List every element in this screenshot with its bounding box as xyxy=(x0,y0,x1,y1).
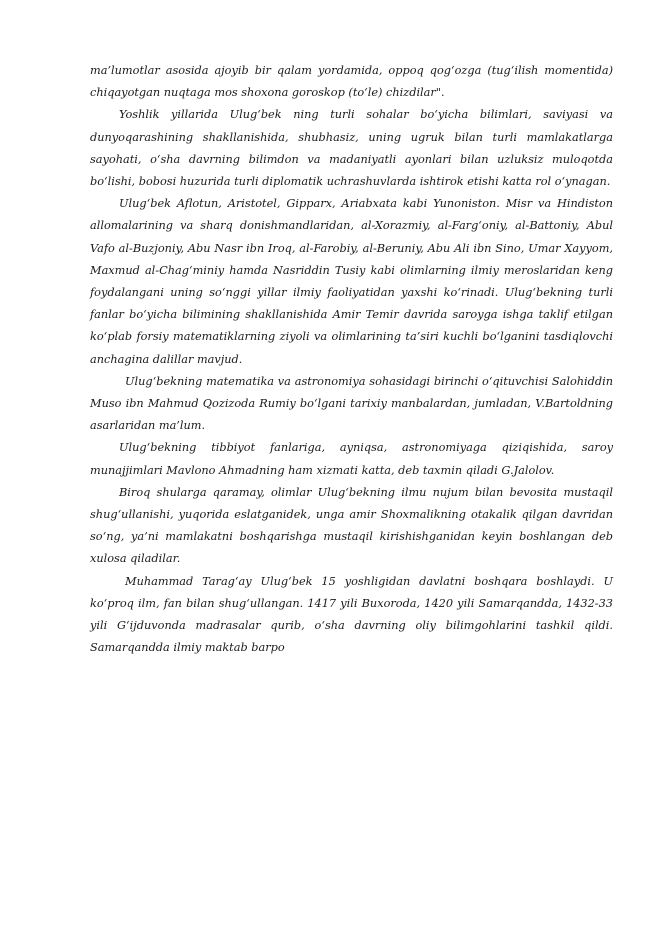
paragraph-5: Ulug‘bekning tibbiyot fanlariga, ayniqsa, astronomiyaga qiziqishida, saroy munajjimlari Mavlono Ahmadning ham xizmati katta, deb taxmin qiladi G.Jalolov. xyxy=(90,441,613,477)
paragraph-2: Yoshlik yillarida Ulug‘bek ning turli sohalar bo‘yicha bilimlari, saviyasi va dunyoqarashining shakllanishida, shubhasiz, uning ugruk bilan turli mamlakatlarga sayohati, o‘sha davrning bilimdon va madaniyatli ayonlari bilan uzluksiz muloqotda bo‘lishi, bobosi huzurida turli diplomatik uchrashuvlarda ishtirok etishi katta rol o‘ynagan. xyxy=(90,108,613,189)
paragraph-1: ma’lumotlar asosida ajoyib bir qalam yordamida, oppoq qog‘ozga (tug‘ilish momentida) chiqayotgan nuqtaga mos shoxona goroskop (to‘le) chizdilar". xyxy=(90,64,613,100)
paragraph-4: Ulug‘bekning matematika va astronomiya sohasidagi birinchi o‘qituvchisi Salohiddin Muso ibn Mahmud Qozizoda Rumiy bo‘lgani tarixiy manbalardan, jumladan, V.Bartoldning asarlaridan ma’lum. xyxy=(90,374,613,433)
paragraph-6: Biroq shularga qaramay, olimlar Ulug‘bekning ilmu nujum bilan bevosita mustaqil shug‘ullanishi, yuqorida eslatganidek, unga amir Shoxmalikning otakalik qilgan davridan so‘ng, ya’ni mamlakatni boshqarishga mustaqil kirishishganidan keyin boshlangan deb xulosa qiladilar. xyxy=(90,485,613,566)
paragraph-7: Muhammad Tarag‘ay Ulug‘bek 15 yoshligidan davlatni boshqara boshlaydi. U ko‘proq ilm, fan bilan shug‘ullangan. 1417 yili Buxoroda, 1420 yili Samarqandda, 1432-33 yili G‘ijduvonda madrasalar qurib, o‘sha davrning oliy bilimgohlarini tashkil qildi. Samarqandda ilmiy maktab barpo xyxy=(90,574,613,655)
document-page xyxy=(90,60,613,659)
paragraph-3: Ulug‘bek Aflotun, Aristotel, Gipparx, Ariabxata kabi Yunoniston. Misr va Hindiston allomalarining va sharq donishmandlaridan, al-Xorazmiy, al-Farg‘oniy, al-Battoniy, Abul Vafo al-Buzjoniy, Abu Nasr ibn Iroq, al-Farobiy, al-Beruniy, Abu Ali ibn Sino, Umar Xayyom, Maxmud al-Chag‘miniy hamda Nasriddin Tusiy kabi olimlarning ilmiy meroslaridan keng foydalangani uning so‘nggi yillar ilmiy faoliyatidan yaxshi ko‘rinadi. Ulug‘bekning turli fanlar bo‘yicha bilimining shakllanishida Amir Temir davrida saroyga ishga taklif etilgan ko‘plab forsiy matematiklarning ziyoli va olimlarining ta’siri kuchli bo‘lganini tasdiqlovchi anchagina dalillar mavjud. xyxy=(90,197,613,366)
